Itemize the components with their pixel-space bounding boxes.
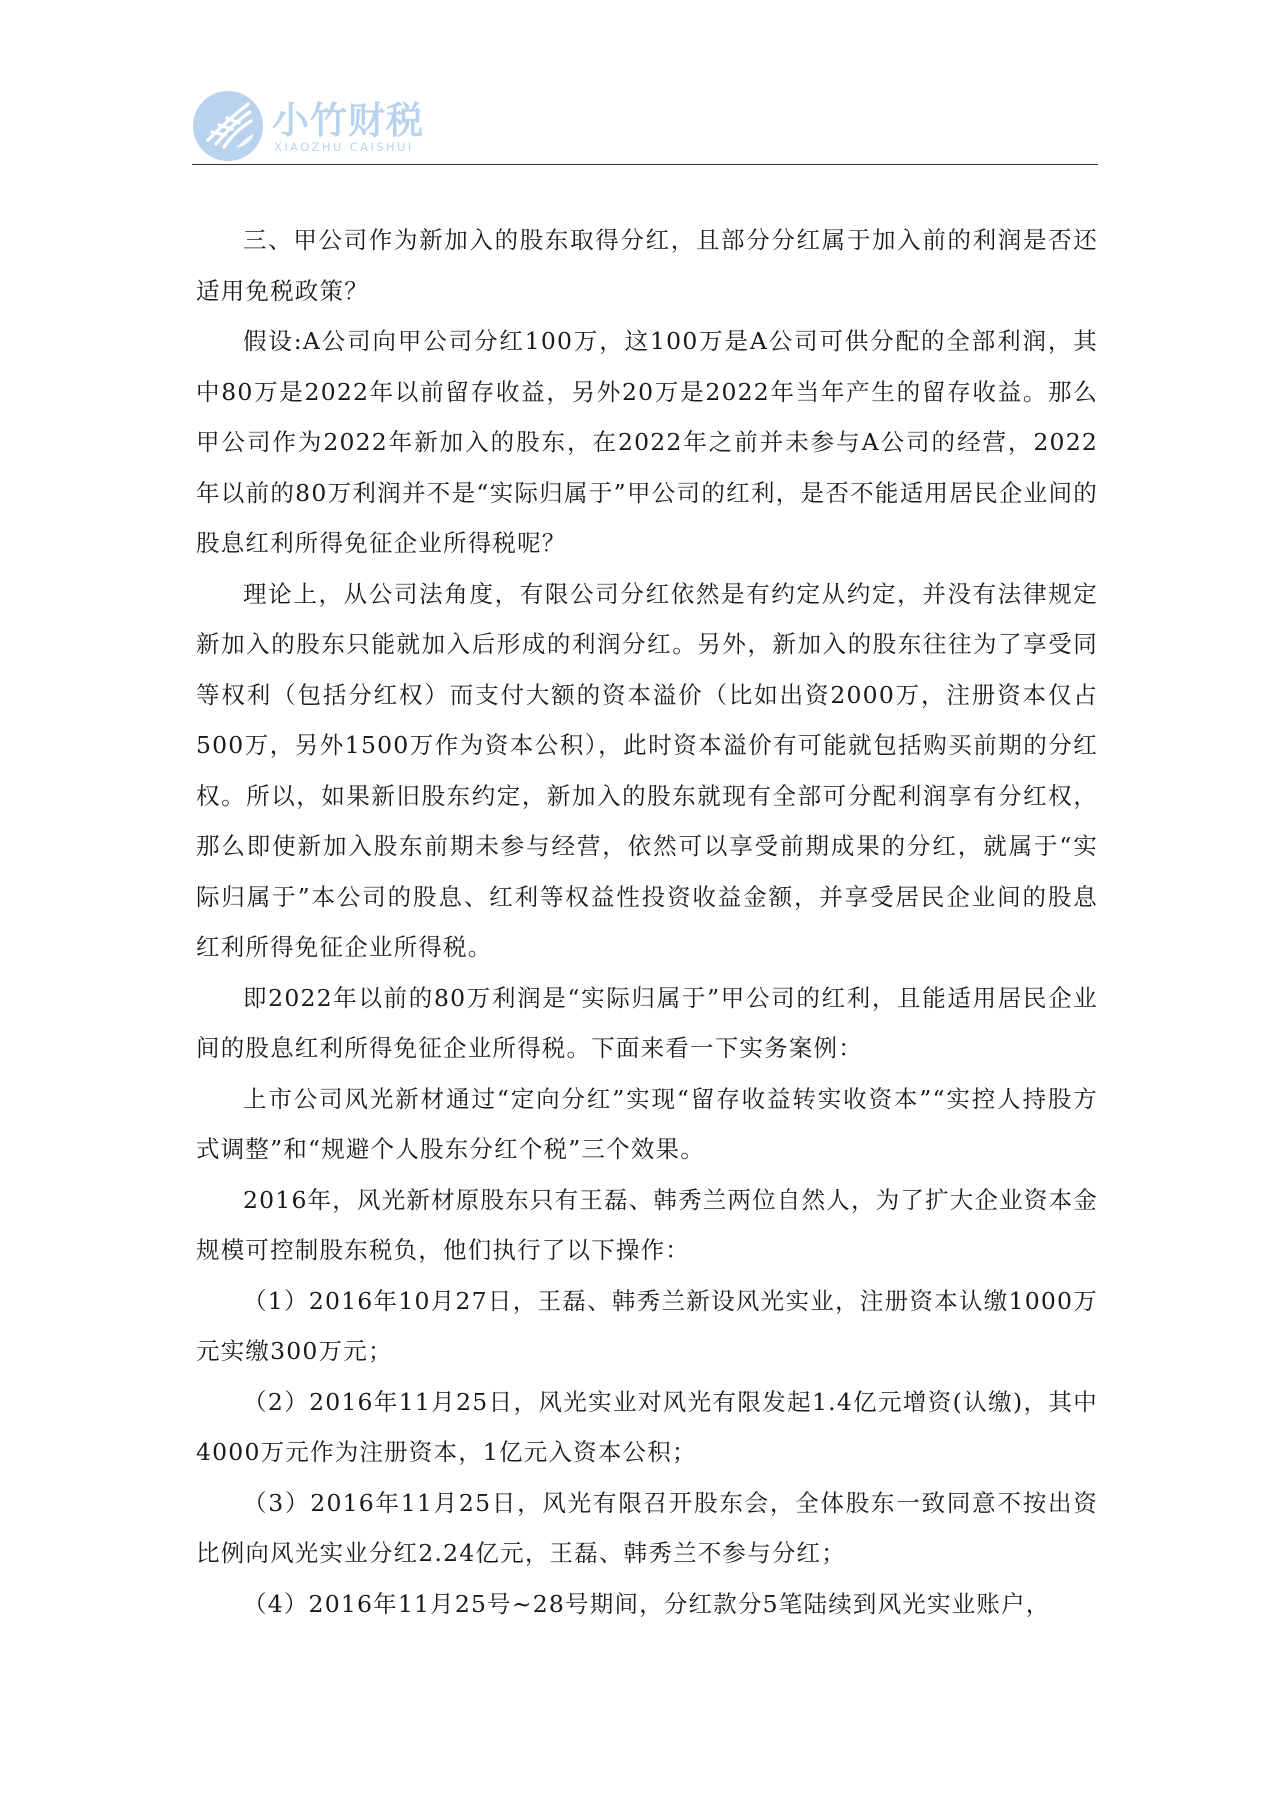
- paragraph: 2016年，风光新材原股东只有王磊、韩秀兰两位自然人，为了扩大企业资本金规模可控制股东税负，他们执行了以下操作：: [196, 1185, 1099, 1264]
- list-item: （1）2016年10月27日，王磊、韩秀兰新设风光实业，注册资本认缴1000万元实缴300万元；: [196, 1286, 1098, 1365]
- header: [192, 88, 1098, 166]
- paragraph: 假设:A公司向甲公司分红100万，这100万是A公司可供分配的全部利润，其中80万是2022年以前留存收益，另外20万是2022年当年产生的留存收益。那么甲公司作为2022年新加入的股东，在2022年之前并未参与A公司的经营，2022年以前的80万利润并不是“实际归属于”甲公司的红利，是否不能适用居民企业间的股息红利所得免征企业所得税呢？: [196, 327, 1098, 557]
- header-divider: [192, 164, 1098, 165]
- section-heading: 三、甲公司作为新加入的股东取得分红，且部分分红属于加入前的利润是否还适用免税政策？: [196, 226, 1098, 305]
- logo-subtitle: XIAOZHU CAISHUI: [274, 140, 414, 154]
- list-item: （4）2016年11月25号~28号期间，分红款分5笔陆续到风光实业账户，: [243, 1589, 1051, 1618]
- document-body: [196, 215, 1098, 1629]
- paragraph: 上市公司风光新材通过“定向分红”实现“留存收益转实收资本”“实控人持股方式调整”和“规避个人股东分红个税”三个效果。: [196, 1084, 1098, 1163]
- logo-text: 小竹财税: [272, 99, 424, 142]
- list-item: （2）2016年11月25日，风光实业对风光有限发起1.4亿元增资(认缴)，其中4000万元作为注册资本，1亿元入资本公积；: [196, 1387, 1098, 1466]
- paragraph: 即2022年以前的80万利润是“实际归属于”甲公司的红利，且能适用居民企业间的股息红利所得免征企业所得税。下面来看一下实务案例：: [196, 983, 1098, 1062]
- paragraph: 理论上，从公司法角度，有限公司分红依然是有约定从约定，并没有法律规定新加入的股东只能就加入后形成的利润分红。另外，新加入的股东往往为了享受同等权利（包括分红权）而支付大额的资本溢价（比如出资2000万，注册资本仅占500万，另外1500万作为资本公积），此时资本溢价有可能就包括购买前期的分红权。所以，如果新旧股东约定，新加入的股东就现有全部可分配利润享有分红权，那么即使新加入股东前期未参与经营，依然可以享受前期成果的分红，就属于“实际归属于”本公司的股息、红利等权益性投资收益金额，并享受居民企业间的股息红利所得免征企业所得税。: [196, 579, 1098, 961]
- bamboo-leaf-icon: [192, 90, 264, 162]
- list-item: （3）2016年11月25日，风光有限召开股东会，全体股东一致同意不按出资比例向风光实业分红2.24亿元，王磊、韩秀兰不参与分红；: [196, 1488, 1098, 1567]
